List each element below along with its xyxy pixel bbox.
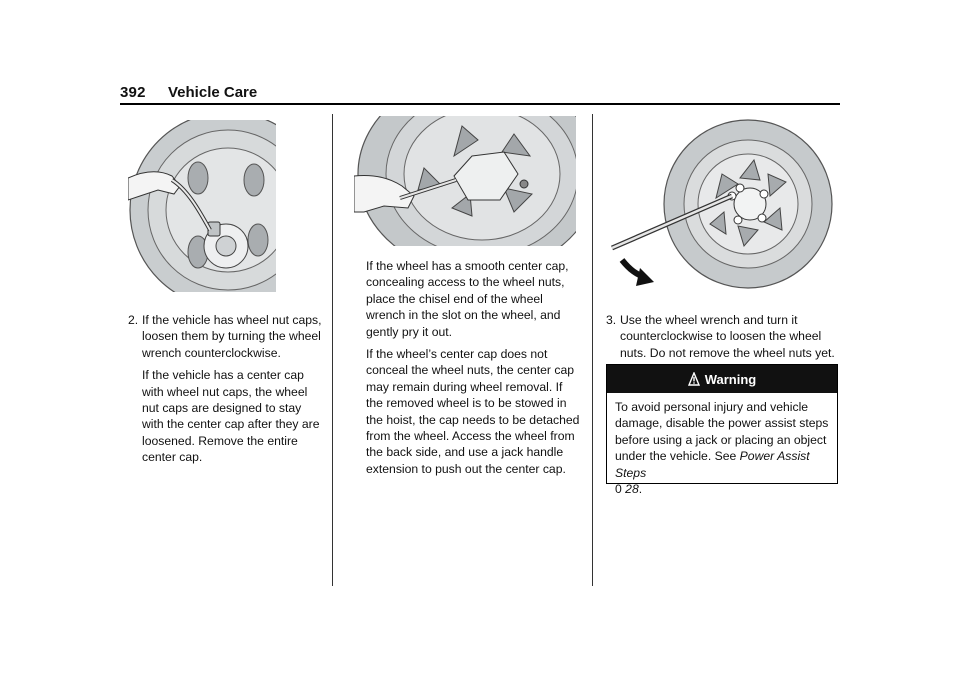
illustration-loosen-wheel-nuts — [610, 118, 842, 290]
paragraph: If the wheel has a smooth center cap, concealing access to the wheel nuts, place the chisel end of the wheel wrench in the slot on the wheel, and gently pry it out. — [366, 259, 569, 339]
column-divider-2 — [592, 114, 593, 586]
page-ref-symbol: 0 — [615, 482, 622, 497]
paragraph: If the vehicle has a center cap with wheel nut caps, the wheel nut caps are designed to stay with the center cap after they are loosened. Remove the entire center cap. — [142, 368, 320, 465]
warning-triangle-icon — [688, 372, 700, 386]
warning-ref-link[interactable]: Power Assist Steps — [615, 449, 810, 480]
warning-header — [607, 365, 837, 393]
page-number: 392 — [120, 84, 146, 101]
step-number: 3. — [606, 313, 617, 327]
column-divider-1 — [332, 114, 333, 586]
illustration-pry-center-cap — [354, 116, 576, 246]
warning-title: Warning — [704, 371, 757, 387]
illustration-loosen-nut-caps — [128, 120, 276, 292]
warning-box — [606, 364, 838, 497]
column-3-text — [606, 312, 842, 361]
warning-text — [607, 393, 837, 497]
paragraph: If the wheel’s center cap does not conceal the wheel nuts, the center cap may remain during wheel removal. If the removed wheel is to be stowed in the hoist, the cap needs to be detached from the wheel. Access the wheel from the back side, and use a jack handle extension to push out the center cap. — [366, 347, 580, 476]
column-1-text — [128, 312, 324, 470]
step-2 — [128, 312, 324, 361]
step-text: If the vehicle has wheel nut caps, loosen them by turning the wheel wrench counterclockwise. — [142, 313, 322, 360]
warning-sentence: To avoid personal injury and vehicle damage, disable the power assist steps before using a jack or placing an object under the vehicle. See — [615, 400, 829, 464]
section-title: Vehicle Care — [168, 84, 258, 101]
step-number: 2. — [128, 313, 139, 327]
column-2-text — [366, 258, 580, 481]
step-text: Use the wheel wrench and turn it counterclockwise to loosen the wheel nuts. Do not remove the wheel nuts yet. — [620, 313, 835, 360]
step-3 — [606, 312, 842, 361]
warning-ref-page[interactable]: 28 — [625, 482, 639, 497]
warning-ref-end: . — [638, 482, 643, 497]
header-rule — [120, 103, 840, 105]
